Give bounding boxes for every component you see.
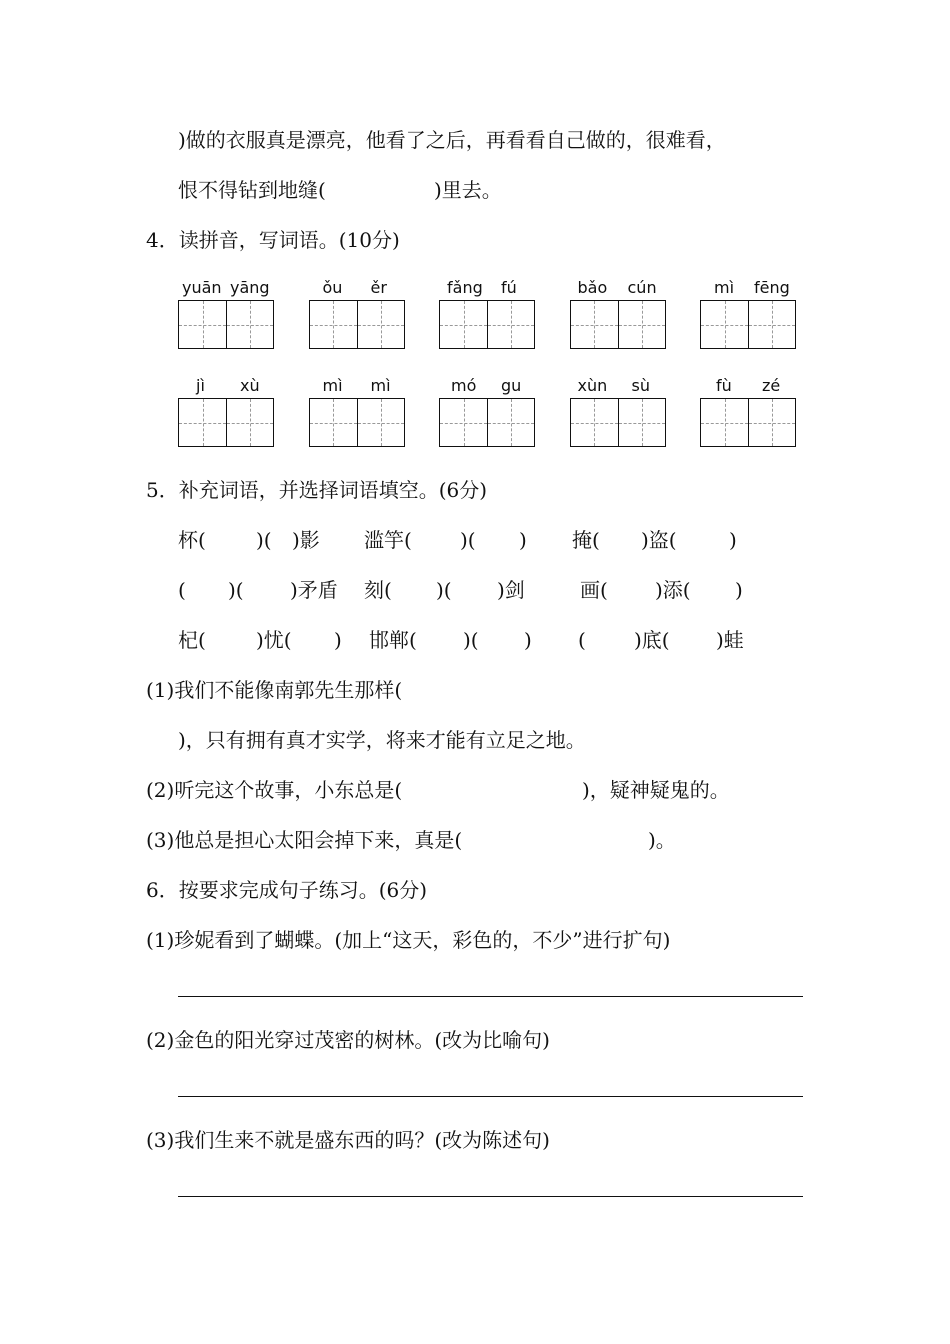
idiom-part: )蛙 — [716, 628, 744, 652]
pinyin-text: ǒu — [322, 278, 343, 297]
pinyin-text: yāng — [230, 278, 270, 297]
q5-sentence-2a: (2)听完这个故事，小东总是( — [146, 778, 403, 802]
idiom-part: 滥竽( — [364, 528, 412, 552]
pinyin-text: yuān — [182, 278, 222, 297]
idiom-part: ) — [519, 528, 527, 552]
pinyin-text: gu — [501, 376, 522, 395]
idiom-part: ) — [524, 628, 532, 652]
writing-boxes[interactable] — [178, 398, 274, 447]
idiom-part: 画( — [580, 578, 608, 602]
idiom-part: )( — [460, 528, 476, 552]
idiom-part: )影 — [292, 528, 320, 552]
pinyin-text: mì — [322, 376, 343, 395]
answer-line-1[interactable] — [178, 996, 803, 997]
idiom-part: )( — [256, 528, 272, 552]
idiom-part: )底( — [634, 628, 670, 652]
writing-boxes[interactable] — [570, 300, 666, 349]
idiom-part: )添( — [655, 578, 691, 602]
idiom-part: ) — [735, 578, 743, 602]
q6-title: 6．按要求完成句子练习。(6分) — [146, 878, 428, 902]
idiom-part: )忧( — [256, 628, 292, 652]
writing-boxes[interactable] — [700, 300, 796, 349]
q5-sentence-1a: (1)我们不能像南郭先生那样( — [146, 678, 403, 702]
pinyin-text: fú — [501, 278, 517, 297]
pinyin-text: xù — [240, 376, 260, 395]
pinyin-text: jì — [196, 376, 205, 395]
idiom-part: )盗( — [641, 528, 677, 552]
answer-line-3[interactable] — [178, 1196, 803, 1197]
pinyin-text: ěr — [370, 278, 387, 297]
idiom-part: 刻( — [364, 578, 392, 602]
pinyin-text: sù — [631, 376, 650, 395]
q5-sentence-3a: (3)他总是担心太阳会掉下来，真是( — [146, 828, 463, 852]
pinyin-text: fù — [716, 376, 732, 395]
pinyin-text: mì — [714, 278, 735, 297]
idiom-part: )剑 — [497, 578, 525, 602]
idiom-part: ( — [178, 578, 186, 602]
idiom-part: 杞( — [178, 628, 206, 652]
writing-boxes[interactable] — [439, 300, 535, 349]
pinyin-text: cún — [627, 278, 657, 297]
idiom-part: )矛盾 — [290, 578, 338, 602]
pinyin-text: zé — [762, 376, 781, 395]
idiom-part: 杯( — [178, 528, 206, 552]
pinyin-text: fǎng — [447, 278, 483, 297]
answer-line-2[interactable] — [178, 1096, 803, 1097]
q6-sentence-3: (3)我们生来不就是盛东西的吗？(改为陈述句) — [146, 1128, 550, 1152]
idiom-part: 邯郸( — [369, 628, 417, 652]
idiom-part: ) — [729, 528, 737, 552]
q5-sentence-1b: )，只有拥有真才实学，将来才能有立足之地。 — [178, 728, 586, 752]
q6-sentence-1: (1)珍妮看到了蝴蝶。(加上“这天，彩色的，不少”进行扩句) — [146, 928, 671, 952]
writing-boxes[interactable] — [309, 398, 405, 447]
q5-sentence-2b: )，疑神疑鬼的。 — [582, 778, 730, 802]
idiom-part: 掩( — [572, 528, 600, 552]
writing-boxes[interactable] — [439, 398, 535, 447]
pinyin-text: fēng — [754, 278, 790, 297]
idiom-part: ( — [578, 628, 586, 652]
q5-title: 5．补充词语，并选择词语填空。(6分) — [146, 478, 488, 502]
writing-boxes[interactable] — [309, 300, 405, 349]
idiom-part: )( — [436, 578, 452, 602]
writing-boxes[interactable] — [178, 300, 274, 349]
intro-line-2-end: )里去。 — [434, 178, 502, 202]
q5-sentence-3b: )。 — [648, 828, 676, 852]
intro-line-2-start: 恨不得钻到地缝( — [178, 178, 326, 202]
writing-boxes[interactable] — [700, 398, 796, 447]
q4-title: 4．读拼音，写词语。(10分) — [146, 228, 400, 252]
pinyin-text: mì — [370, 376, 391, 395]
intro-line-1: )做的衣服真是漂亮，他看了之后，再看看自己做的，很难看， — [178, 128, 726, 152]
q6-sentence-2: (2)金色的阳光穿过茂密的树林。(改为比喻句) — [146, 1028, 550, 1052]
writing-boxes[interactable] — [570, 398, 666, 447]
pinyin-text: xùn — [577, 376, 608, 395]
idiom-part: ) — [334, 628, 342, 652]
idiom-part: )( — [228, 578, 244, 602]
pinyin-text: mó — [451, 376, 477, 395]
pinyin-text: bǎo — [577, 278, 608, 297]
idiom-part: )( — [463, 628, 479, 652]
